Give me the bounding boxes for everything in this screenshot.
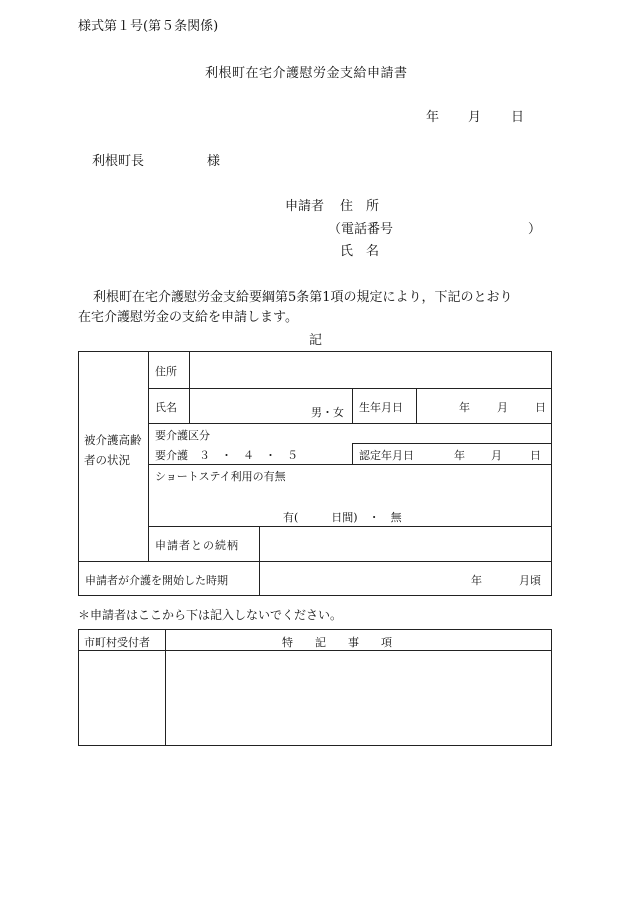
address-label: 住所 (155, 365, 177, 378)
applicant-label: 申請者 (285, 199, 325, 214)
addressee-honorific: 様 (207, 154, 221, 169)
date-year: 年 (426, 110, 440, 125)
care-class-label: 要介護区分 (155, 429, 210, 442)
name-label: 氏名 (155, 401, 177, 414)
remarks-label: 特 記 事 項 (282, 636, 392, 649)
short-stay-value: 有( 日間) ・ 無 (283, 511, 402, 524)
care-levels: 要介護 ３ ・ ４ ・ ５ (155, 449, 298, 462)
body-text-line1: 利根町在宅介護慰労金支給要綱第5条第1項の規定により，下記のとおり (93, 290, 513, 305)
applicant-name-label: 氏 名 (340, 244, 380, 259)
body-text-line2: 在宅介護慰労金の支給を申請します。 (78, 310, 298, 325)
form-number: 様式第１号(第５条関係) (78, 19, 219, 34)
page-title: 利根町在宅介護慰労金支給申請書 (205, 66, 408, 81)
care-start-label: 申請者が介護を開始した時期 (85, 574, 228, 587)
elderly-status-group-label: 被介護高齢者の状況 (84, 433, 142, 467)
ki-heading: 記 (309, 333, 323, 348)
receiver-label: 市町村受付者 (84, 636, 150, 649)
cert-year: 年 (454, 449, 465, 462)
applicant-address-label: 住 所 (340, 199, 380, 214)
care-start-year: 年 (471, 574, 482, 587)
short-stay-label: ショートステイ利用の有無 (155, 470, 286, 483)
birth-year: 年 (459, 401, 470, 414)
relation-label: 申請者との続柄 (155, 539, 239, 552)
office-use-note: ＊申請者はここから下は記入しないでください。 (78, 608, 343, 622)
birth-date-label: 生年月日 (359, 401, 403, 414)
date-day: 日 (511, 110, 525, 125)
applicant-phone-close: ） (528, 222, 542, 237)
date-month: 月 (468, 110, 482, 125)
care-start-month: 月頃 (519, 574, 541, 587)
addressee-name: 利根町長 (92, 154, 145, 169)
applicant-phone-label: （電話番号 (328, 222, 394, 237)
birth-day: 日 (535, 401, 546, 414)
cert-month: 月 (491, 449, 502, 462)
cert-day: 日 (530, 449, 541, 462)
birth-month: 月 (497, 401, 508, 414)
certification-date-label: 認定年月日 (359, 449, 414, 462)
sex-options: 男・女 (311, 406, 344, 419)
